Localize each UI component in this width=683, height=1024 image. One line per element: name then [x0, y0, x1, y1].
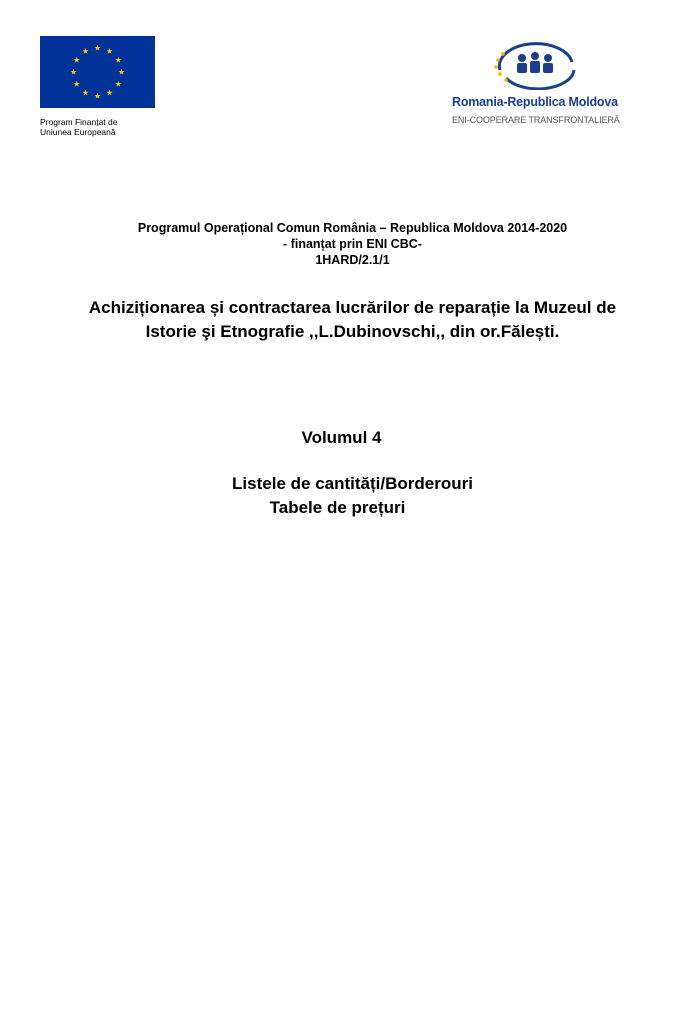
eu-caption — [40, 117, 180, 137]
program-line1: Programul Operațional Comun România – Republica Moldova 2014-2020 — [137, 221, 568, 235]
partner-logo — [452, 40, 632, 130]
partner-title: Romania-Republica Moldova — [452, 95, 618, 109]
title-line1: Achiziționarea și contractarea lucrărilor de reparație la Muzeul de — [88, 298, 617, 317]
eu-caption-line2: Uniunea Europeană — [40, 127, 116, 137]
program-line2: - finanțat prin ENI CBC- — [283, 237, 422, 251]
program-block — [0, 220, 683, 268]
volume-list-line1: Listele de cantități/Borderouri — [232, 474, 473, 493]
title-line2: Istorie şi Etnografie ,,L.Dubinovschi,, din or.Fălești. — [145, 322, 560, 341]
volume-list-line2: Tabele de prețuri — [269, 498, 406, 517]
eu-star — [115, 57, 121, 63]
eu-star — [70, 69, 76, 75]
program-line3: 1HARD/2.1/1 — [315, 253, 390, 267]
volume-label: Volumul 4 — [301, 428, 382, 447]
eu-star — [74, 57, 80, 63]
eu-star — [82, 90, 88, 96]
eu-flag-logo — [40, 36, 155, 108]
eu-caption-line1: Program Finanțat de — [40, 117, 118, 127]
eu-star — [94, 93, 100, 99]
eu-star — [115, 81, 121, 87]
document-title — [0, 296, 683, 344]
eu-star — [82, 48, 88, 54]
eu-star — [106, 90, 112, 96]
eu-star — [74, 81, 80, 87]
volume-contents — [0, 472, 683, 520]
eu-star — [118, 69, 124, 75]
eu-star — [106, 48, 112, 54]
eu-star — [94, 45, 100, 51]
partner-subtitle: ENI-COOPERARE TRANSFRONTALIERĂ — [452, 115, 620, 125]
partner-emblem-icon — [490, 40, 580, 90]
eu-stars-icon — [40, 36, 155, 108]
